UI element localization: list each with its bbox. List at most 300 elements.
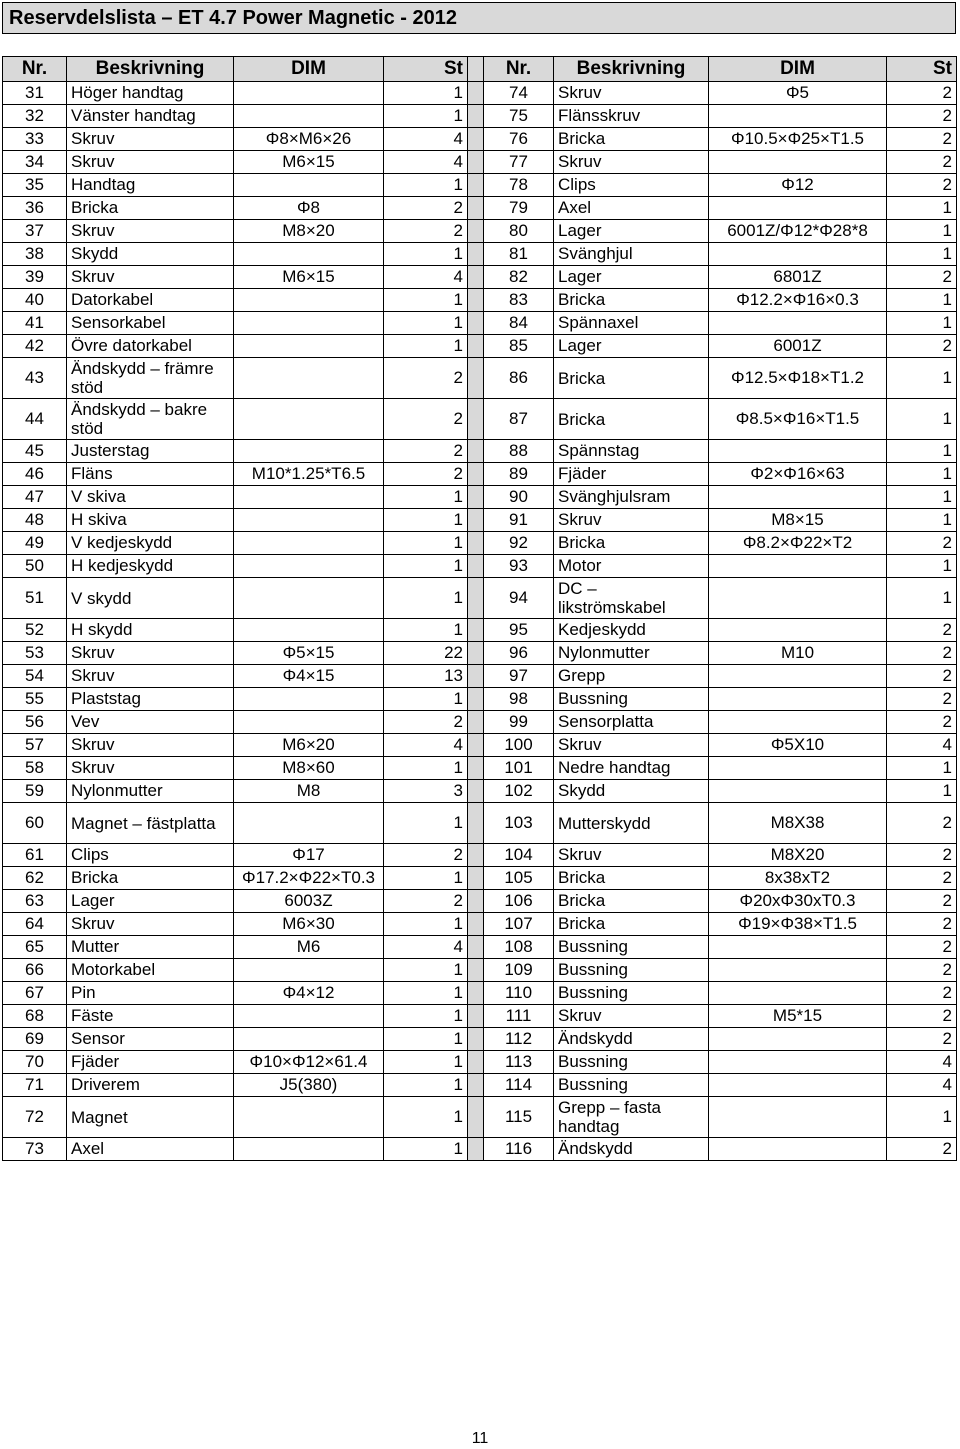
part-description: Bricka xyxy=(554,358,709,399)
part-description: Nylonmutter xyxy=(554,642,709,665)
part-description: Sensorplatta xyxy=(554,711,709,734)
table-row xyxy=(3,665,957,688)
part-dimension: M6×20 xyxy=(234,734,384,757)
part-quantity: 1 xyxy=(384,174,468,197)
part-number: 94 xyxy=(484,578,554,619)
part-quantity: 1 xyxy=(384,913,468,936)
part-quantity: 1 xyxy=(887,289,957,312)
part-number: 99 xyxy=(484,711,554,734)
part-description: Justerstag xyxy=(67,440,234,463)
part-number: 102 xyxy=(484,780,554,803)
part-number: 42 xyxy=(3,335,67,358)
table-row xyxy=(3,82,957,105)
part-dimension xyxy=(709,959,887,982)
part-number: 77 xyxy=(484,151,554,174)
part-description: Bussning xyxy=(554,1074,709,1097)
header-nr: Nr. xyxy=(484,57,554,82)
part-quantity: 1 xyxy=(887,486,957,509)
part-quantity: 2 xyxy=(887,982,957,1005)
part-quantity: 1 xyxy=(887,197,957,220)
table-row xyxy=(3,105,957,128)
part-number: 67 xyxy=(3,982,67,1005)
part-quantity: 1 xyxy=(384,1005,468,1028)
part-description: Ändskydd – främre stöd xyxy=(67,358,234,399)
column-separator xyxy=(468,757,484,780)
part-description: Skruv xyxy=(554,509,709,532)
table-row xyxy=(3,1051,957,1074)
part-dimension: Φ5X10 xyxy=(709,734,887,757)
part-number: 91 xyxy=(484,509,554,532)
part-quantity: 2 xyxy=(887,1028,957,1051)
part-description: Skruv xyxy=(67,151,234,174)
part-quantity: 1 xyxy=(384,105,468,128)
part-description: Lager xyxy=(554,266,709,289)
part-number: 95 xyxy=(484,619,554,642)
part-description: Bussning xyxy=(554,1051,709,1074)
part-number: 35 xyxy=(3,174,67,197)
part-dimension xyxy=(234,399,384,440)
part-quantity: 1 xyxy=(887,399,957,440)
part-number: 104 xyxy=(484,844,554,867)
part-dimension: M8 xyxy=(234,780,384,803)
header-st: St xyxy=(887,57,957,82)
part-dimension: M8×20 xyxy=(234,220,384,243)
part-quantity: 1 xyxy=(887,440,957,463)
part-number: 105 xyxy=(484,867,554,890)
column-separator xyxy=(468,128,484,151)
part-quantity: 2 xyxy=(887,642,957,665)
table-row xyxy=(3,1028,957,1051)
part-description: Flänsskruv xyxy=(554,105,709,128)
part-number: 50 xyxy=(3,555,67,578)
column-separator xyxy=(468,335,484,358)
part-dimension: M8×60 xyxy=(234,757,384,780)
part-description: Nylonmutter xyxy=(67,780,234,803)
part-description: Skruv xyxy=(67,128,234,151)
part-dimension xyxy=(234,711,384,734)
part-description: Vänster handtag xyxy=(67,105,234,128)
part-quantity: 2 xyxy=(384,890,468,913)
part-dimension: Φ10×Φ12×61.4 xyxy=(234,1051,384,1074)
column-separator xyxy=(468,1028,484,1051)
part-description: Bussning xyxy=(554,959,709,982)
table-row xyxy=(3,619,957,642)
part-quantity: 4 xyxy=(887,1051,957,1074)
part-number: 31 xyxy=(3,82,67,105)
part-quantity: 2 xyxy=(887,266,957,289)
part-description: Lager xyxy=(67,890,234,913)
table-row xyxy=(3,243,957,266)
part-description: Bricka xyxy=(67,867,234,890)
part-number: 111 xyxy=(484,1005,554,1028)
parts-table-body xyxy=(3,82,957,1161)
part-number: 90 xyxy=(484,486,554,509)
column-separator xyxy=(468,312,484,335)
table-row xyxy=(3,1138,957,1161)
column-separator xyxy=(468,1074,484,1097)
part-description: Lager xyxy=(554,335,709,358)
part-number: 57 xyxy=(3,734,67,757)
part-quantity: 4 xyxy=(887,734,957,757)
part-quantity: 2 xyxy=(887,803,957,844)
part-dimension: M8×15 xyxy=(709,509,887,532)
part-number: 81 xyxy=(484,243,554,266)
table-row xyxy=(3,463,957,486)
column-separator xyxy=(468,463,484,486)
part-description: Clips xyxy=(67,844,234,867)
part-dimension xyxy=(709,440,887,463)
part-description: Bricka xyxy=(554,532,709,555)
table-row xyxy=(3,399,957,440)
part-quantity: 2 xyxy=(887,619,957,642)
column-separator xyxy=(468,1097,484,1138)
part-dimension xyxy=(709,1074,887,1097)
part-description: Övre datorkabel xyxy=(67,335,234,358)
part-quantity: 2 xyxy=(384,711,468,734)
table-row xyxy=(3,688,957,711)
table-row xyxy=(3,1005,957,1028)
part-quantity: 1 xyxy=(887,509,957,532)
part-description: Spännstag xyxy=(554,440,709,463)
part-quantity: 2 xyxy=(887,913,957,936)
part-number: 74 xyxy=(484,82,554,105)
part-quantity: 1 xyxy=(887,780,957,803)
part-number: 39 xyxy=(3,266,67,289)
part-dimension: Φ17 xyxy=(234,844,384,867)
part-description: V skydd xyxy=(67,578,234,619)
table-row xyxy=(3,486,957,509)
part-number: 98 xyxy=(484,688,554,711)
column-separator xyxy=(468,780,484,803)
part-quantity: 2 xyxy=(384,220,468,243)
part-description: Höger handtag xyxy=(67,82,234,105)
part-dimension: Φ20xΦ30xT0.3 xyxy=(709,890,887,913)
part-quantity: 1 xyxy=(384,243,468,266)
part-quantity: 4 xyxy=(384,151,468,174)
part-description: Skruv xyxy=(554,734,709,757)
part-number: 73 xyxy=(3,1138,67,1161)
part-dimension xyxy=(709,312,887,335)
part-description: Skruv xyxy=(67,220,234,243)
part-quantity: 1 xyxy=(384,982,468,1005)
part-number: 70 xyxy=(3,1051,67,1074)
column-separator xyxy=(468,82,484,105)
part-quantity: 1 xyxy=(384,757,468,780)
part-description: Bussning xyxy=(554,688,709,711)
part-description: Fjäder xyxy=(554,463,709,486)
part-quantity: 22 xyxy=(384,642,468,665)
part-dimension xyxy=(709,780,887,803)
part-number: 37 xyxy=(3,220,67,243)
part-dimension: Φ12.2×Φ16×0.3 xyxy=(709,289,887,312)
part-description: Skruv xyxy=(554,82,709,105)
part-description: Sensorkabel xyxy=(67,312,234,335)
column-separator xyxy=(468,803,484,844)
part-description: Grepp – fasta handtag xyxy=(554,1097,709,1138)
column-separator xyxy=(468,509,484,532)
table-row xyxy=(3,780,957,803)
part-quantity: 1 xyxy=(887,220,957,243)
part-dimension xyxy=(234,803,384,844)
part-number: 116 xyxy=(484,1138,554,1161)
part-number: 101 xyxy=(484,757,554,780)
part-description: Motorkabel xyxy=(67,959,234,982)
part-number: 61 xyxy=(3,844,67,867)
column-separator xyxy=(468,151,484,174)
part-dimension: 6003Z xyxy=(234,890,384,913)
part-dimension xyxy=(709,1097,887,1138)
part-number: 76 xyxy=(484,128,554,151)
table-row xyxy=(3,440,957,463)
part-description: H kedjeskydd xyxy=(67,555,234,578)
table-row xyxy=(3,509,957,532)
part-number: 103 xyxy=(484,803,554,844)
part-dimension xyxy=(234,619,384,642)
part-number: 54 xyxy=(3,665,67,688)
table-row xyxy=(3,266,957,289)
part-quantity: 1 xyxy=(384,688,468,711)
part-quantity: 2 xyxy=(887,174,957,197)
part-description: Fjäder xyxy=(67,1051,234,1074)
part-dimension: Φ12 xyxy=(709,174,887,197)
column-separator xyxy=(468,665,484,688)
part-number: 63 xyxy=(3,890,67,913)
part-description: Plaststag xyxy=(67,688,234,711)
part-quantity: 4 xyxy=(384,936,468,959)
part-description: Skydd xyxy=(554,780,709,803)
part-number: 32 xyxy=(3,105,67,128)
part-dimension xyxy=(234,578,384,619)
part-number: 112 xyxy=(484,1028,554,1051)
part-number: 84 xyxy=(484,312,554,335)
column-separator xyxy=(468,734,484,757)
column-separator xyxy=(468,440,484,463)
table-row xyxy=(3,197,957,220)
part-dimension xyxy=(234,1005,384,1028)
column-separator xyxy=(468,243,484,266)
part-description: Axel xyxy=(67,1138,234,1161)
part-number: 110 xyxy=(484,982,554,1005)
part-dimension xyxy=(709,1028,887,1051)
part-dimension: 6801Z xyxy=(709,266,887,289)
part-number: 85 xyxy=(484,335,554,358)
part-dimension: 6001Z/Φ12*Φ28*8 xyxy=(709,220,887,243)
part-dimension xyxy=(234,358,384,399)
part-description: Skruv xyxy=(67,266,234,289)
column-separator xyxy=(468,399,484,440)
part-quantity: 1 xyxy=(384,509,468,532)
part-number: 34 xyxy=(3,151,67,174)
part-number: 38 xyxy=(3,243,67,266)
part-quantity: 4 xyxy=(384,266,468,289)
column-separator xyxy=(468,1051,484,1074)
table-row xyxy=(3,289,957,312)
part-description: Spännaxel xyxy=(554,312,709,335)
part-dimension xyxy=(709,105,887,128)
part-description: Skruv xyxy=(67,757,234,780)
table-row xyxy=(3,803,957,844)
part-description: Pin xyxy=(67,982,234,1005)
part-description: Ändskydd xyxy=(554,1028,709,1051)
column-separator xyxy=(468,289,484,312)
part-dimension: Φ10.5×Φ25×T1.5 xyxy=(709,128,887,151)
part-number: 115 xyxy=(484,1097,554,1138)
column-separator xyxy=(468,532,484,555)
column-separator xyxy=(468,358,484,399)
part-description: Sensor xyxy=(67,1028,234,1051)
part-number: 52 xyxy=(3,619,67,642)
part-dimension xyxy=(234,289,384,312)
part-number: 92 xyxy=(484,532,554,555)
column-separator xyxy=(468,642,484,665)
part-quantity: 2 xyxy=(384,463,468,486)
part-dimension xyxy=(709,619,887,642)
part-description: Motor xyxy=(554,555,709,578)
part-number: 51 xyxy=(3,578,67,619)
part-number: 46 xyxy=(3,463,67,486)
part-quantity: 2 xyxy=(384,399,468,440)
part-dimension xyxy=(709,688,887,711)
table-row xyxy=(3,220,957,243)
table-row xyxy=(3,1074,957,1097)
column-separator xyxy=(468,688,484,711)
part-dimension: Φ4×15 xyxy=(234,665,384,688)
part-number: 58 xyxy=(3,757,67,780)
part-description: H skiva xyxy=(67,509,234,532)
part-dimension: M6 xyxy=(234,936,384,959)
column-separator xyxy=(468,959,484,982)
part-description: Nedre handtag xyxy=(554,757,709,780)
part-dimension xyxy=(709,982,887,1005)
table-row xyxy=(3,151,957,174)
part-number: 83 xyxy=(484,289,554,312)
table-row xyxy=(3,982,957,1005)
part-dimension xyxy=(709,197,887,220)
part-dimension: Φ17.2×Φ22×T0.3 xyxy=(234,867,384,890)
part-description: Bricka xyxy=(554,867,709,890)
table-row xyxy=(3,578,957,619)
part-number: 93 xyxy=(484,555,554,578)
column-separator xyxy=(468,890,484,913)
part-description: Magnet xyxy=(67,1097,234,1138)
table-row xyxy=(3,642,957,665)
column-separator xyxy=(468,619,484,642)
part-quantity: 2 xyxy=(887,959,957,982)
part-quantity: 1 xyxy=(384,1074,468,1097)
part-number: 107 xyxy=(484,913,554,936)
part-description: Mutterskydd xyxy=(554,803,709,844)
part-quantity: 1 xyxy=(887,312,957,335)
part-number: 62 xyxy=(3,867,67,890)
part-quantity: 1 xyxy=(384,1138,468,1161)
part-dimension: J5(380) xyxy=(234,1074,384,1097)
header-dim: DIM xyxy=(709,57,887,82)
part-quantity: 1 xyxy=(384,867,468,890)
part-number: 86 xyxy=(484,358,554,399)
part-description: Bricka xyxy=(67,197,234,220)
part-quantity: 4 xyxy=(887,1074,957,1097)
part-quantity: 1 xyxy=(384,486,468,509)
part-description: DC – likströmskabel xyxy=(554,578,709,619)
column-separator xyxy=(468,1005,484,1028)
part-dimension xyxy=(234,174,384,197)
part-quantity: 1 xyxy=(384,1051,468,1074)
part-dimension xyxy=(234,440,384,463)
part-dimension xyxy=(234,486,384,509)
column-separator xyxy=(468,711,484,734)
part-quantity: 1 xyxy=(384,532,468,555)
part-quantity: 2 xyxy=(887,128,957,151)
table-row xyxy=(3,844,957,867)
part-description: Kedjeskydd xyxy=(554,619,709,642)
part-number: 79 xyxy=(484,197,554,220)
part-quantity: 2 xyxy=(887,335,957,358)
part-dimension xyxy=(709,243,887,266)
part-description: Skydd xyxy=(67,243,234,266)
table-row xyxy=(3,734,957,757)
part-description: Skruv xyxy=(67,913,234,936)
part-description: Bricka xyxy=(554,913,709,936)
part-description: V kedjeskydd xyxy=(67,532,234,555)
part-description: Ändskydd – bakre stöd xyxy=(67,399,234,440)
part-description: Clips xyxy=(554,174,709,197)
part-dimension: M8X38 xyxy=(709,803,887,844)
column-separator xyxy=(468,844,484,867)
part-quantity: 2 xyxy=(384,844,468,867)
table-row xyxy=(3,335,957,358)
part-number: 68 xyxy=(3,1005,67,1028)
part-quantity: 2 xyxy=(887,890,957,913)
part-description: Skruv xyxy=(67,734,234,757)
part-quantity: 2 xyxy=(887,711,957,734)
part-number: 49 xyxy=(3,532,67,555)
part-dimension xyxy=(709,711,887,734)
part-quantity: 3 xyxy=(384,780,468,803)
part-dimension xyxy=(234,688,384,711)
part-number: 88 xyxy=(484,440,554,463)
table-row xyxy=(3,555,957,578)
part-quantity: 1 xyxy=(887,243,957,266)
part-description: Svänghjul xyxy=(554,243,709,266)
header-beskrivning: Beskrivning xyxy=(67,57,234,82)
part-description: Bricka xyxy=(554,890,709,913)
part-quantity: 1 xyxy=(384,312,468,335)
part-dimension: M10 xyxy=(709,642,887,665)
part-number: 96 xyxy=(484,642,554,665)
column-separator xyxy=(468,220,484,243)
part-number: 59 xyxy=(3,780,67,803)
part-dimension: Φ4×12 xyxy=(234,982,384,1005)
part-dimension: 8x38xT2 xyxy=(709,867,887,890)
column-separator xyxy=(468,105,484,128)
column-separator xyxy=(468,913,484,936)
table-row xyxy=(3,532,957,555)
column-separator xyxy=(468,578,484,619)
part-description: Ändskydd xyxy=(554,1138,709,1161)
part-dimension: Φ5×15 xyxy=(234,642,384,665)
part-quantity: 2 xyxy=(384,358,468,399)
part-number: 72 xyxy=(3,1097,67,1138)
parts-table xyxy=(2,56,957,1161)
part-dimension xyxy=(234,1138,384,1161)
part-quantity: 1 xyxy=(384,959,468,982)
part-number: 47 xyxy=(3,486,67,509)
part-description: Fäste xyxy=(67,1005,234,1028)
part-description: Skruv xyxy=(67,665,234,688)
column-separator xyxy=(468,57,484,82)
part-quantity: 1 xyxy=(887,358,957,399)
part-dimension xyxy=(709,665,887,688)
